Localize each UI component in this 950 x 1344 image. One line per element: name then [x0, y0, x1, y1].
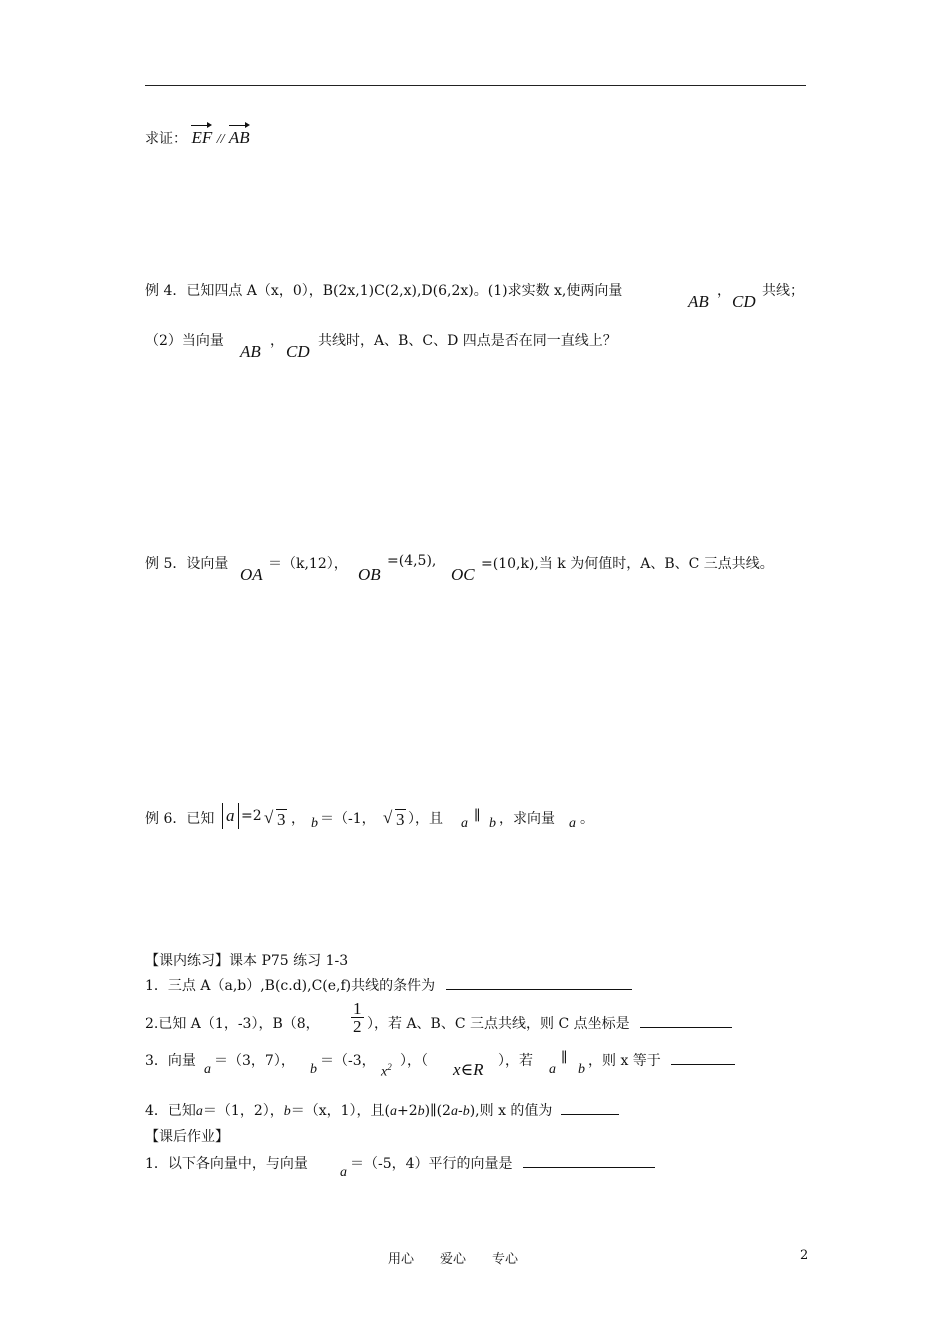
practice-q3-var-b: b	[310, 1062, 317, 1077]
practice-q3-c: ＝（-3，	[320, 1053, 376, 1069]
q4-text-e: )∥(2	[424, 1103, 451, 1119]
q4-text-a: 4．已知	[145, 1103, 196, 1119]
ex4-text-b: 共线；	[762, 283, 804, 299]
practice-q3-g	[588, 1050, 735, 1070]
ex6-text-f: ∥	[474, 808, 481, 824]
practice-q3-var-a: a	[204, 1062, 211, 1077]
practice-q3-x-text: x	[381, 1064, 388, 1080]
ex4-line2-b: 共线时，A、B、C、D 四点是否在同一直线上？	[318, 333, 617, 349]
practice-q3-exponent: 2	[387, 1062, 392, 1072]
ex6-var-b2: b	[489, 816, 496, 831]
ex4-comma: ，	[717, 283, 731, 299]
q4-var-b2: b	[417, 1104, 425, 1119]
practice-q1-text: 1．三点 A（a,b）,B(c.d),C(e,f)共线的条件为	[145, 978, 436, 994]
ex4-line2-vector-cd: CD	[286, 342, 310, 361]
ex6-text-c: ，	[291, 811, 305, 827]
q4-var-a3: a	[450, 1104, 458, 1119]
practice-q3-e: ），若	[498, 1053, 533, 1069]
q4-text-d: +2	[397, 1103, 418, 1119]
practice-q3-b: ＝（3，7），	[214, 1053, 295, 1069]
proof-label: 求证：	[145, 131, 187, 147]
ex6-var-a2: a	[461, 816, 468, 831]
q4-text-b: ＝（1，2），	[202, 1103, 284, 1119]
ex6-sqrt: √ 3	[264, 808, 286, 829]
proof-line	[145, 128, 250, 148]
ex6-abs-var: a	[222, 803, 239, 829]
ex6-var-b: b	[311, 816, 318, 831]
ex5-vector-ob: OB	[358, 565, 381, 584]
ex6-text-h: 。	[580, 811, 594, 827]
footer-text: 用心 爱心 专心	[388, 1252, 519, 1267]
practice-q4-blank[interactable]	[561, 1100, 619, 1115]
practice-q3-blank[interactable]	[671, 1050, 735, 1065]
ex6-text-e: ），且	[408, 811, 443, 827]
practice-q1-blank[interactable]	[446, 975, 632, 990]
ex6-sqrt-value: 3	[277, 810, 286, 829]
ex6-sqrt-value-2: 3	[396, 810, 405, 829]
vector-ef: EF	[191, 128, 213, 147]
practice-q3-a: 3．向量	[145, 1053, 196, 1069]
practice-q3-var-b2: b	[578, 1062, 585, 1077]
vector-ab: AB	[228, 128, 250, 147]
fraction-numerator: 1	[353, 999, 362, 1018]
q4-text-g: ),则 x 的值为	[469, 1103, 553, 1119]
q4-var-a: a	[195, 1104, 203, 1119]
q4-var-b: b	[283, 1104, 291, 1119]
practice-q4	[145, 1100, 619, 1120]
homework-q1-var-a: a	[340, 1165, 347, 1180]
ex6-text-b: =2	[241, 808, 262, 824]
practice-q3-g-text: ，则 x 等于	[588, 1053, 661, 1069]
header-rule	[145, 85, 806, 86]
practice-q3-x	[381, 1062, 392, 1081]
q4-var-b3: b	[462, 1104, 470, 1119]
ex5-vector-oa: OA	[240, 565, 263, 584]
parallel-symbol: //	[216, 132, 225, 147]
ex5-text-b: ＝（k,12），	[268, 556, 348, 572]
practice-q3-set: x∈R	[453, 1060, 484, 1079]
homework-q1-b-text: ＝（-5，4）平行的向量是	[350, 1156, 513, 1172]
ex4-line2-a: （2）当向量	[145, 333, 224, 349]
example-4-line-1	[145, 280, 622, 300]
practice-q2-fraction	[351, 1000, 364, 1035]
ex6-text-d: ＝（-1，	[320, 811, 376, 827]
ex4-line2-vector-ab: AB	[240, 342, 261, 361]
practice-q3-d: ），（	[400, 1053, 428, 1069]
ex6-text-a: 例 6．已知	[145, 811, 215, 827]
homework-q1-b	[350, 1153, 655, 1173]
practice-q3-var-a2: a	[549, 1062, 556, 1077]
practice-q2-b	[367, 1013, 732, 1033]
q4-text-f: -	[457, 1103, 463, 1119]
practice-q3-f: ∥	[561, 1050, 568, 1066]
q4-var-a2: a	[390, 1104, 398, 1119]
ex5-text-d: =(10,k),当 k 为何值时，A、B、C 三点共线。	[481, 556, 774, 572]
practice-q2-blank[interactable]	[640, 1013, 732, 1028]
homework-q1-blank[interactable]	[523, 1153, 655, 1168]
homework-q1-a: 1．以下各向量中，与向量	[145, 1156, 308, 1172]
page-number: 2	[800, 1248, 809, 1263]
practice-q1	[145, 975, 632, 995]
ex4-vector-ab: AB	[688, 292, 709, 311]
practice-q2-a: 2.已知 A（1，-3），B（8，	[145, 1016, 320, 1032]
ex5-text-a: 例 5．设向量	[145, 556, 229, 572]
ex6-var-a3: a	[569, 816, 576, 831]
homework-heading: 【课后作业】	[145, 1129, 229, 1145]
practice-q2-b-text: ），若 A、B、C 三点共线，则 C 点坐标是	[367, 1016, 630, 1032]
q4-text-c: ＝（x，1），且(	[290, 1103, 391, 1119]
ex4-text-a: 例 4．已知四点 A（x，0），B(2x,1)C(2,x),D(6,2x)。(1)求实数 x,使两向量	[145, 283, 623, 299]
practice-heading: 【课内练习】课本 P75 练习 1-3	[145, 953, 349, 969]
ex5-vector-oc: OC	[451, 565, 475, 584]
ex6-sqrt-2: √ 3	[383, 808, 405, 829]
ex6-text-g: ，求向量	[499, 811, 555, 827]
ex6-abs-a	[222, 803, 239, 829]
fraction-denominator: 2	[353, 1017, 362, 1036]
ex4-vector-cd: CD	[732, 292, 756, 311]
ex5-text-c: =(4,5),	[387, 553, 437, 569]
ex4-line2-comma: ，	[270, 333, 284, 349]
